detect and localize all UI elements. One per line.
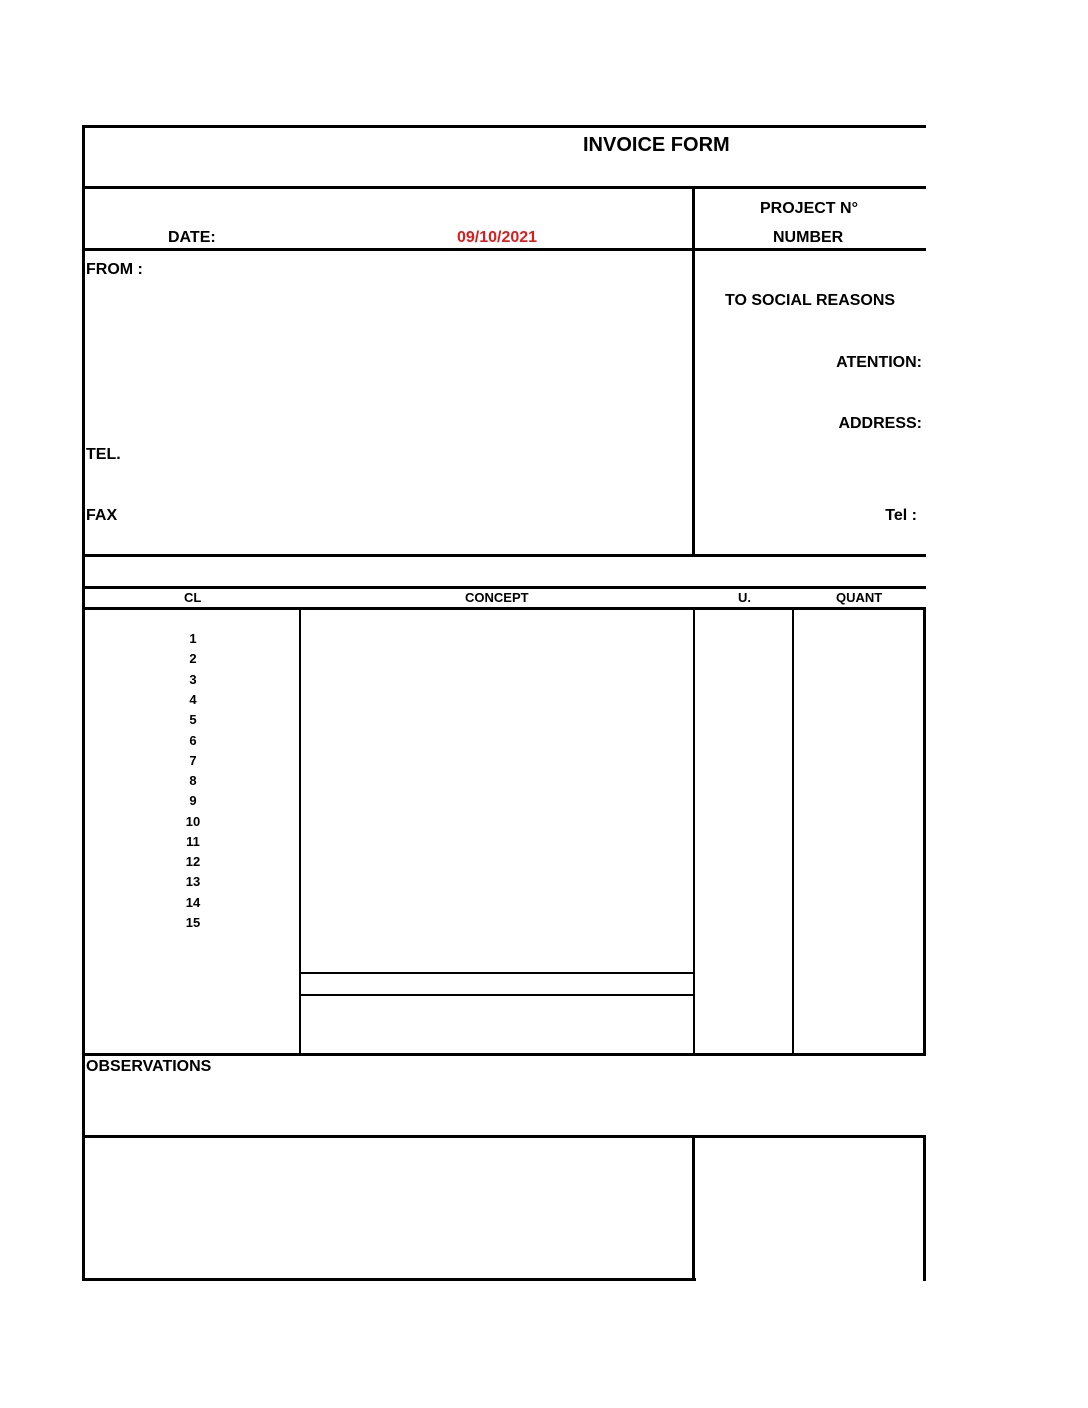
address-label: ADDRESS: [838,415,922,432]
rule-table-bottom [82,1053,926,1056]
observations-label: OBSERVATIONS [86,1058,212,1075]
rule-date-bottom [82,248,926,251]
row-number: 10 [185,814,201,829]
rule-unit-right [792,607,794,1055]
concept-total-box [299,972,695,996]
row-number: 1 [189,631,197,646]
column-header-concept: CONCEPT [465,590,529,605]
row-number: 2 [189,651,197,666]
from-label: FROM : [86,261,143,278]
row-number: 9 [189,793,197,808]
rule-top [82,125,926,128]
column-header-cl: CL [184,590,202,605]
rule-footer-mid [692,1135,695,1281]
row-number: 14 [185,895,201,910]
rule-footer-bottom [82,1278,696,1281]
to-tel-label: Tel : [885,507,917,524]
project-number-label: PROJECT N° [760,200,858,217]
rule-blank-row-bottom [82,586,926,589]
row-number: 15 [185,915,201,930]
rule-mid-upper [692,186,695,556]
row-number: 5 [189,712,197,727]
row-number: 13 [185,874,201,889]
rule-footer-right [923,1135,926,1281]
date-label: DATE: [168,229,216,246]
rule-title-bottom [82,186,926,189]
number-label: NUMBER [773,229,844,246]
row-number: 12 [185,854,201,869]
rule-address-bottom [82,554,926,557]
row-number: 11 [186,834,200,849]
row-number: 7 [189,753,197,768]
row-number: 8 [189,773,197,788]
page-title: INVOICE FORM [583,134,730,156]
attention-label: ATENTION: [836,354,922,371]
date-value[interactable]: 09/10/2021 [457,229,538,246]
rule-observations-bottom [82,1135,926,1138]
rule-table-header-bottom [82,607,926,610]
row-number: 6 [189,733,197,748]
to-social-reasons-label: TO SOCIAL REASONS [725,292,896,309]
row-number: 4 [189,692,197,707]
rule-quant-right [923,607,926,1055]
from-fax-label: FAX [86,507,118,524]
rule-left [82,125,85,1281]
column-header-unit: U. [738,590,751,605]
from-tel-label: TEL. [86,446,121,463]
row-number: 3 [189,672,197,687]
column-header-quant: QUANT [836,590,883,605]
